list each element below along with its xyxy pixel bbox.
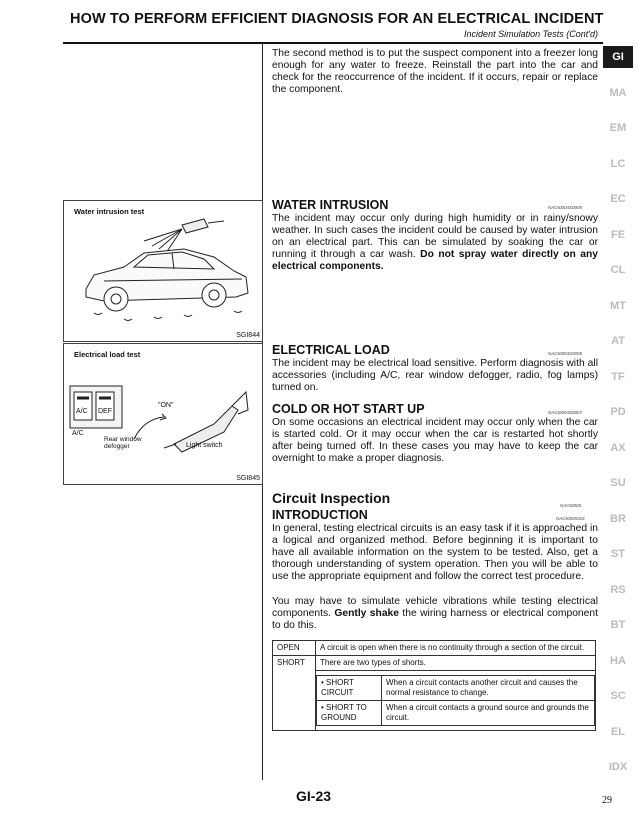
shake-text-bold: Gently shake xyxy=(334,608,399,619)
figure-code: SGI845 xyxy=(236,475,260,482)
term-short-circuit-definition: When a circuit contacts another circuit and causes the normal resistance to change. xyxy=(382,676,595,701)
coldhot-paragraph: On some occasions an electrical incident may occur only when the car is started cold. Or it may occur when the car is restarted hot shortly after being turned off. In these cases you may have to keep the car overnight to make a proper diagnosis. xyxy=(272,417,598,464)
water-heading: WATER INTRUSION xyxy=(272,198,389,212)
page-title: HOW TO PERFORM EFFICIENT DIAGNOSIS FOR AN ELECTRICAL INCIDENT xyxy=(70,11,604,27)
short-types-table xyxy=(316,675,595,726)
term-short-ground: • SHORT TO GROUND xyxy=(317,701,382,726)
section-tab-at[interactable]: AT xyxy=(611,335,625,347)
section-tab-idx[interactable]: IDX xyxy=(608,761,628,773)
section-tab-st[interactable]: ST xyxy=(610,548,626,560)
section-tab-cl[interactable]: CL xyxy=(610,264,626,276)
section-tab-em[interactable]: EM xyxy=(609,122,627,134)
header-rule xyxy=(63,42,603,44)
section-tab-fe[interactable]: FE xyxy=(610,228,626,241)
introduction-code: NAGI0005S01 xyxy=(556,516,586,521)
section-tab-sc[interactable]: SC xyxy=(610,690,626,702)
electrical-paragraph: The incident may be electrical load sensitive. Perform diagnosis with all accessories (including A/C, rear window defogger, radio, fog lamps) turned on. xyxy=(272,358,598,393)
car-wash-illustration xyxy=(64,201,262,341)
table-row xyxy=(317,676,595,701)
section-tab-lc[interactable]: LC xyxy=(610,157,626,170)
electrical-load-figure xyxy=(63,343,263,485)
section-tab-ha[interactable]: HA xyxy=(610,654,626,667)
figure-code: SGI844 xyxy=(236,332,260,339)
section-tab-mt[interactable]: MT xyxy=(610,299,626,312)
section-tab-el[interactable]: EL xyxy=(610,725,626,738)
table-row xyxy=(273,641,596,656)
term-short: SHORT xyxy=(273,656,316,731)
section-tab-bt[interactable]: BT xyxy=(610,619,626,631)
water-warning: Do not spray water directly on any electrical components. xyxy=(272,249,598,272)
figure-title: Electrical load test xyxy=(74,350,141,359)
rear-defogger-label: Rear window defogger xyxy=(104,436,142,450)
section-tab-tf[interactable]: TF xyxy=(611,370,625,383)
water-text: The incident may occur only during high humidity or in rainy/snowy weather. In such cases the incident could be caused by water intrusion on an electrical part. This can be simulated by soaking the car or running it through a car wash. xyxy=(272,213,598,260)
ac-button-label: A/C xyxy=(76,408,88,415)
coldhot-code: NAGI0004S0007 xyxy=(548,410,583,415)
section-tab-gi[interactable]: GI xyxy=(603,46,633,68)
term-open: OPEN xyxy=(273,641,316,656)
water-code: NAGI0004S0005 xyxy=(548,205,583,210)
circuit-paragraph: In general, testing electrical circuits is an easy task if it is approached in a logical and organized method. Before beginning it is important to have all available information on the system to be tested. Also, get a thorough understanding of system operation. Then you will be able to use the appropriate equipment and follow the correct test procedure. xyxy=(272,523,598,582)
water-intrusion-figure xyxy=(63,200,263,342)
term-short-definition: There are two types of shorts. xyxy=(316,656,595,671)
light-switch-label: Light switch xyxy=(186,442,223,449)
term-short-cell xyxy=(316,656,596,731)
term-short-circuit: • SHORT CIRCUIT xyxy=(317,676,382,701)
shake-text-post: the wiring harness or electrical component to do this. xyxy=(272,608,598,631)
on-label: "ON" xyxy=(158,402,174,409)
intro-paragraph: The second method is to put the suspect component into a freezer long enough for any water to freeze. Reinstall the part into the car and check for the reoccurrence of the incident. If it occurs, repair or replace the component. xyxy=(272,48,598,95)
section-tab-rs[interactable]: RS xyxy=(610,583,626,596)
page-label: GI-23 xyxy=(296,788,332,804)
figure-title: Water intrusion test xyxy=(74,207,145,216)
water-paragraph xyxy=(272,213,598,273)
coldhot-heading: COLD OR HOT START UP xyxy=(272,402,425,416)
section-tab-ec[interactable]: EC xyxy=(610,193,626,205)
section-tab-pd[interactable]: PD xyxy=(610,406,626,418)
introduction-heading: INTRODUCTION xyxy=(272,508,368,522)
shake-text-pre: You may have to simulate vehicle vibrations while testing electrical components. xyxy=(272,596,598,619)
circuit-heading: Circuit Inspection xyxy=(272,490,391,506)
circuit-terms-table xyxy=(272,640,596,731)
switches-illustration xyxy=(64,344,262,484)
circuit-paragraph-2 xyxy=(272,596,598,632)
term-short-ground-definition: When a circuit contacts a ground source and grounds the circuit. xyxy=(382,701,595,726)
term-open-definition: A circuit is open when there is no continuity through a section of the circuit. xyxy=(316,641,596,656)
page-number: 29 xyxy=(602,795,612,806)
circuit-code: NAGI0005 xyxy=(560,503,582,508)
electrical-heading: ELECTRICAL LOAD xyxy=(272,343,390,357)
page-subtitle: Incident Simulation Tests (Cont'd) xyxy=(464,29,598,39)
table-row xyxy=(317,701,595,726)
electrical-code: NAGI0004S0006 xyxy=(548,351,583,356)
ac-label: A/C xyxy=(72,430,84,437)
def-button-label: DEF xyxy=(98,408,112,415)
section-tab-br[interactable]: BR xyxy=(610,512,626,525)
section-tab-ax[interactable]: AX xyxy=(610,441,626,454)
section-tab-su[interactable]: SU xyxy=(610,477,626,489)
section-tab-ma[interactable]: MA xyxy=(609,86,627,99)
table-row xyxy=(273,656,596,731)
